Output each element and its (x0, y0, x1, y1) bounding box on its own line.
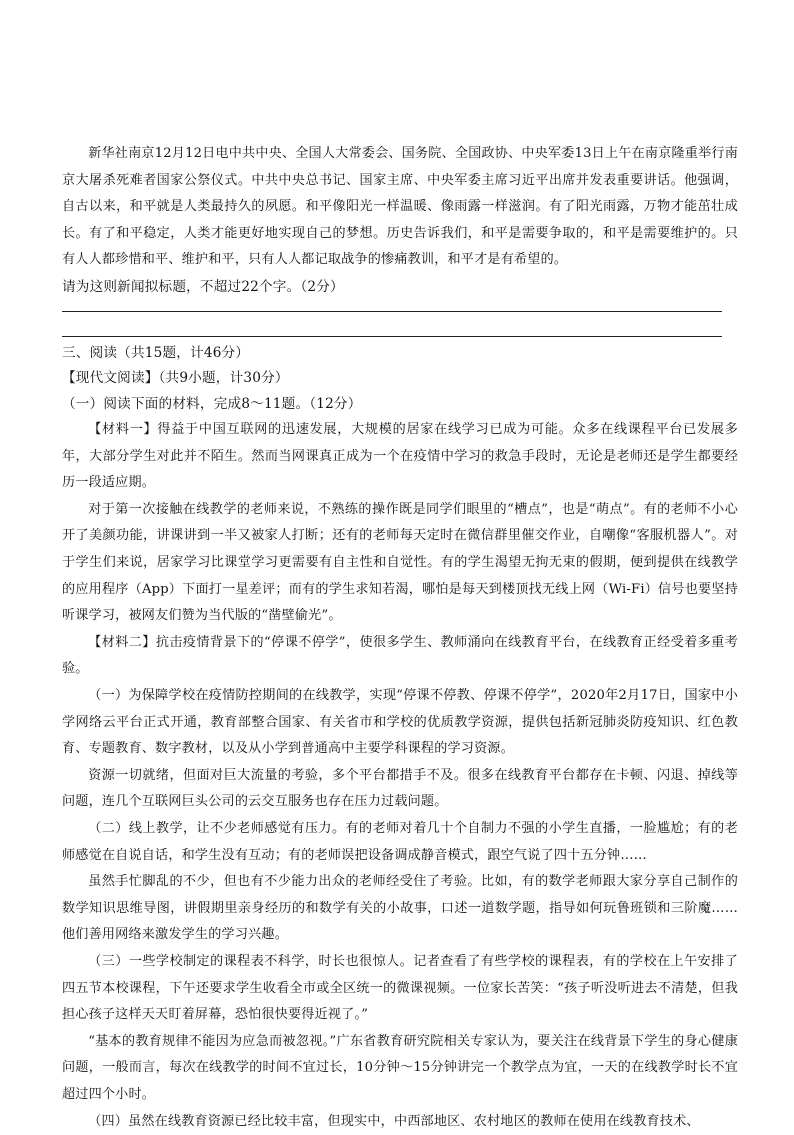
material-two-paragraph: （四）虽然在线教育资源已经比较丰富，但现实中，中西部地区、农村地区的教师在使用在线教育技术、 (62, 1109, 738, 1135)
material-two-paragraph: （一）为保障学校在疫情防控期间的在线教学，实现“停课不停教、停课不停学”，2020年2月17日，国家中小学网络云平台正式开通，教育部整合国家、有关省市和学校的优质教学资源，提供包括新冠肺炎防疫知识、红色教育、专题教育、数字教材，以及从小学到普通高中主要学科课程的学习资源。 (62, 683, 738, 763)
document-page (62, 141, 738, 1135)
material-two-paragraph: 【材料二】抗击疫情背景下的“停课不停学”，使很多学生、教师涌向在线教育平台，在线教育正经受着多重考验。 (62, 630, 738, 683)
news-paragraph: 新华社南京12月12日电中共中央、全国人大常委会、国务院、全国政协、中央军委13日上午在南京隆重举行南京大屠杀死难者国家公祭仪式。中共中央总书记、国家主席、中央军委主席习近平出席并发表重要讲话。他强调，自古以来，和平就是人类最持久的夙愿。和平像阳光一样温暖、像雨露一样滋润。有了阳光雨露，万物才能茁壮成长。有了和平稳定，人类才能更好地实现自己的梦想。历史告诉我们，和平是需要争取的，和平是需要维护的。只有人人都珍惜和平、维护和平，只有人人都记取战争的惨痛教训，和平才是有希望的。 (62, 141, 738, 274)
answer-line[interactable] (62, 336, 722, 337)
material-two-paragraph: “基本的教育规律不能因为应急而被忽视。”广东省教育研究院相关专家认为，要关注在线背景下学生的身心健康问题，一般而言，每次在线教学的时间不宜过长，10分钟～15分钟讲完一个教学点为宜，一天的在线教学时长不宜超过四个小时。 (62, 1029, 738, 1109)
section-subtitle: 【现代文阅读】（共9小题，计30分） (62, 366, 738, 392)
material-one-paragraph: 【材料一】得益于中国互联网的迅速发展，大规模的居家在线学习已成为可能。众多在线课程平台已发展多年，大部分学生对此并不陌生。然而当网课真正成为一个在疫情中学习的救急手段时，无论是老师还是学生都要经历一段适应期。 (62, 417, 738, 497)
material-two-paragraph: 资源一切就绪，但面对巨大流量的考验，多个平台都措手不及。很多在线教育平台都存在卡顿、闪退、掉线等问题，连几个互联网巨头公司的云交互服务也存在压力过载问题。 (62, 763, 738, 816)
section-title: 三、阅读（共15题，计46分） (62, 341, 738, 367)
material-two-paragraph: 虽然手忙脚乱的不少，但也有不少能力出众的老师经受住了考验。比如，有的数学老师跟大家分享自己制作的数学知识思维导图，讲假期里亲身经历的和数学有关的小故事，口述一道数学题，指导如何玩鲁班锁和三阶魔……他们善用网络来激发学生的学习兴趣。 (62, 869, 738, 949)
section-instruction: （一）阅读下面的材料，完成8～11题。（12分） (62, 392, 738, 418)
answer-line[interactable] (62, 311, 722, 312)
news-question: 请为这则新闻拟标题，不超过22个字。（2分） (62, 274, 738, 301)
material-two-paragraph: （二）线上教学，让不少老师感觉有压力。有的老师对着几十个自制力不强的小学生直播，一脸尴尬；有的老师感觉在自说自话，和学生没有互动；有的老师误把设备调成静音模式，跟空气说了四十五分钟…… (62, 816, 738, 869)
material-one-paragraph: 对于第一次接触在线教学的老师来说，不熟练的操作既是同学们眼里的“槽点”，也是“萌点”。有的老师不小心开了美颜功能，讲课讲到一半又被家人打断；还有的老师每天定时在微信群里催交作业，自嘲像“客服机器人”。对于学生们来说，居家学习比课堂学习更需要有自主性和自觉性。有的学生渴望无拘无束的假期，便到提供在线教学的应用程序（App）下面打一星差评；而有的学生求知若渴，哪怕是每天到楼顶找无线上网（Wi-Fi）信号也要坚持听课学习，被网友们赞为当代版的“凿壁偷光”。 (62, 497, 738, 630)
material-two-paragraph: （三）一些学校制定的课程表不科学，时长也很惊人。记者查看了有些学校的课程表，有的学校在上午安排了四五节本校课程，下午还要求学生收看全市或全区统一的微课视频。一位家长苦笑：“孩子听没听进去不清楚，但我担心孩子这样天天盯着屏幕，恐怕很快要得近视了。” (62, 949, 738, 1029)
